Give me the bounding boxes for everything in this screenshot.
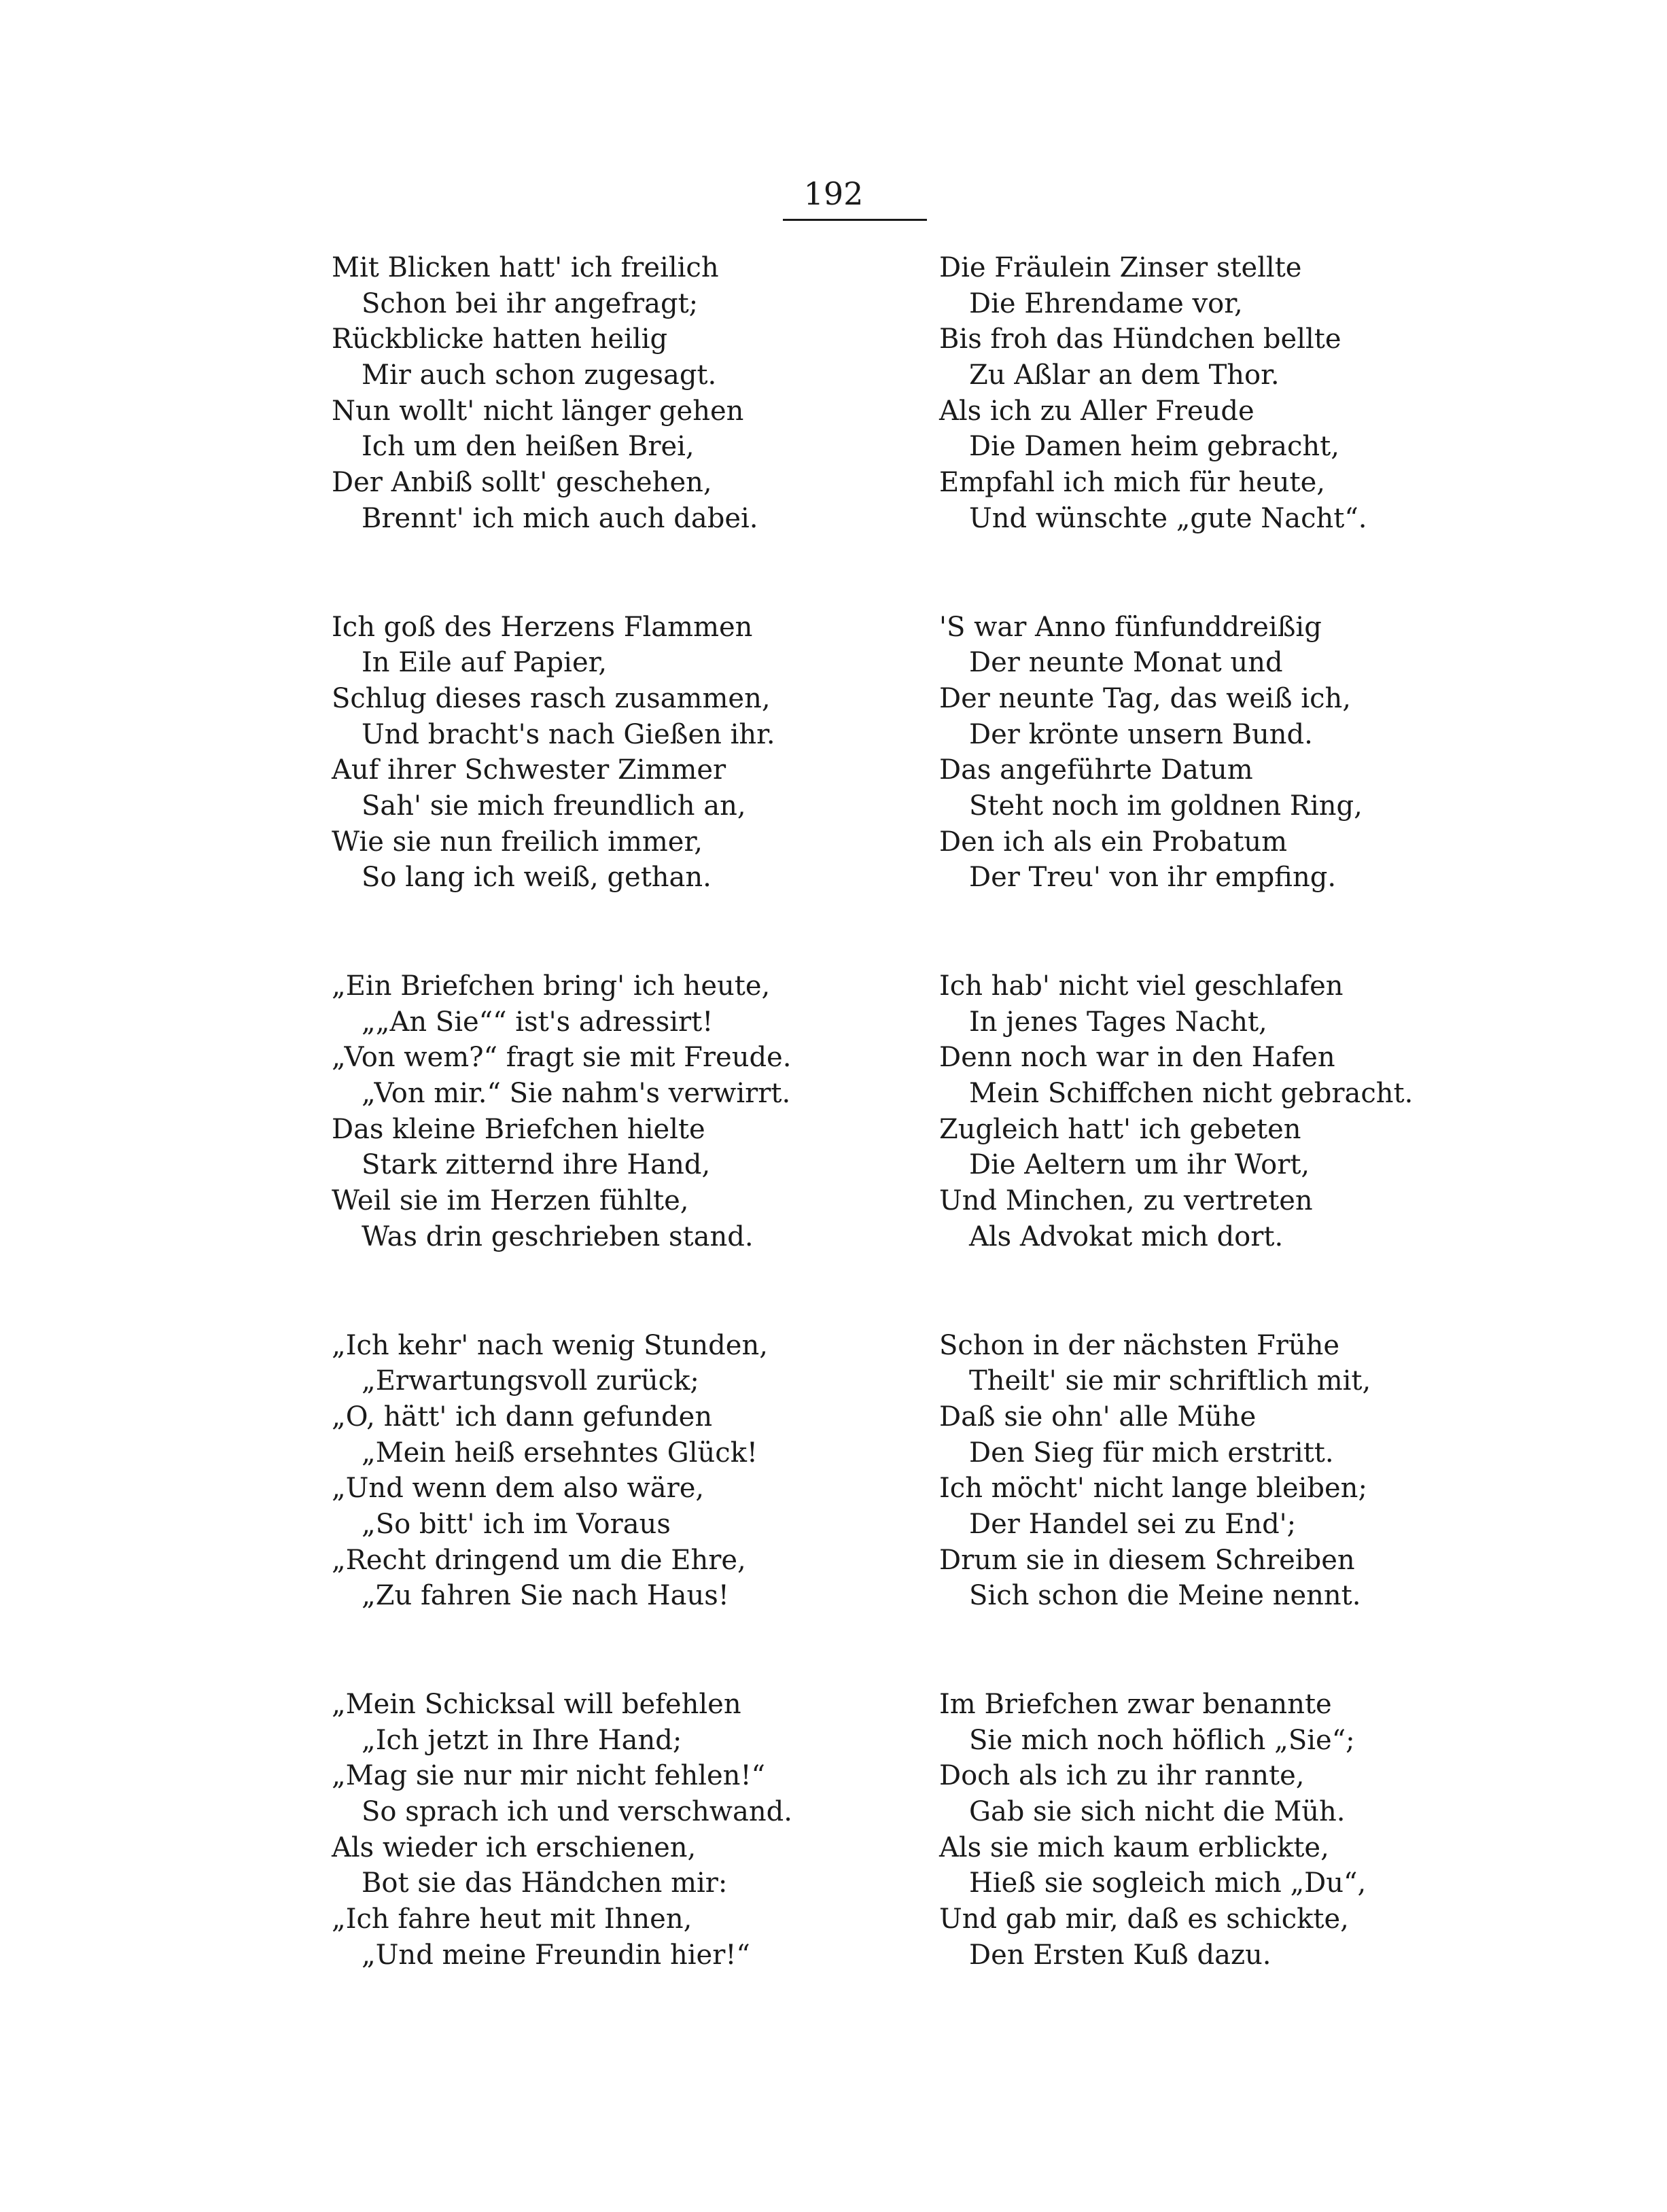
verse-line: Der Anbiß sollt' geschehen, xyxy=(332,467,712,499)
verse-line: Die Fräulein Zinser stellte xyxy=(939,252,1302,283)
verse-line: Ich möcht' nicht lange bleiben; xyxy=(939,1473,1367,1505)
verse-line: So lang ich weiß, gethan. xyxy=(362,862,712,894)
verse-line: Daß sie ohn' alle Mühe xyxy=(939,1401,1257,1433)
verse-line: „Und meine Freundin hier!“ xyxy=(362,1939,750,1971)
stanza xyxy=(939,1328,1456,1615)
verse-line: Wie sie nun freilich immer, xyxy=(332,826,703,858)
verse-line: „So bitt' ich im Voraus xyxy=(362,1508,671,1540)
page-number: 192 xyxy=(803,175,864,212)
verse-line: Was drin geschrieben stand. xyxy=(362,1221,754,1252)
verse-line: Schon in der nächsten Frühe xyxy=(939,1329,1340,1361)
page-number-rule xyxy=(783,219,927,221)
verse-line: Doch als ich zu ihr rannte, xyxy=(939,1760,1305,1792)
verse-line: „Ich fahre heut mit Ihnen, xyxy=(332,1903,692,1935)
verse-line: „Mein heiß ersehntes Glück! xyxy=(362,1437,758,1469)
verse-line: „Ein Briefchen bring' ich heute, xyxy=(332,970,771,1002)
verse-line: „Zu fahren Sie nach Haus! xyxy=(362,1580,729,1612)
verse-line: Weil sie im Herzen fühlte, xyxy=(332,1185,689,1217)
verse-line: Den Sieg für mich erstritt. xyxy=(969,1437,1334,1469)
verse-line: Der neunte Monat und xyxy=(969,647,1283,679)
verse-line: Auf ihrer Schwester Zimmer xyxy=(332,754,726,786)
verse-line: Denn noch war in den Hafen xyxy=(939,1042,1335,1074)
verse-line: 'S war Anno fünfunddreißig xyxy=(939,611,1322,643)
verse-line: Und Minchen, zu vertreten xyxy=(939,1185,1313,1217)
verse-line: Empfahl ich mich für heute, xyxy=(939,467,1325,499)
right-column xyxy=(939,250,1456,2046)
verse-line: So sprach ich und verschwand. xyxy=(362,1796,792,1828)
verse-line: Das angeführte Datum xyxy=(939,754,1253,786)
verse-line: Und gab mir, daß es schickte, xyxy=(939,1903,1349,1935)
stanza xyxy=(939,1687,1456,1973)
verse-line: Sie mich noch höflich „Sie“; xyxy=(969,1724,1355,1756)
verse-line: „Ich kehr' nach wenig Stunden, xyxy=(332,1329,768,1361)
verse-line: „Von wem?“ fragt sie mit Freude. xyxy=(332,1042,792,1074)
verse-line: Als wieder ich erschienen, xyxy=(332,1831,697,1863)
verse-line: Die Aeltern um ihr Wort, xyxy=(969,1149,1310,1181)
verse-line: Zugleich hatt' ich gebeten xyxy=(939,1113,1301,1145)
verse-line: Drum sie in diesem Schreiben xyxy=(939,1544,1355,1576)
stanza xyxy=(939,968,1456,1255)
verse-line: Zu Aßlar an dem Thor. xyxy=(969,359,1280,391)
verse-line: Sah' sie mich freundlich an, xyxy=(362,790,746,822)
verse-line: Nun wollt' nicht länger gehen xyxy=(332,395,744,427)
verse-line: Brennt' ich mich auch dabei. xyxy=(362,502,758,534)
stanza xyxy=(939,610,1456,896)
verse-line: Ich hab' nicht viel geschlafen xyxy=(939,970,1344,1002)
verse-line: „O, hätt' ich dann gefunden xyxy=(332,1401,713,1433)
verse-line: „Mein Schicksal will befehlen xyxy=(332,1689,741,1720)
verse-line: In jenes Tages Nacht, xyxy=(969,1006,1267,1038)
verse-line: Ich goß des Herzens Flammen xyxy=(332,611,753,643)
verse-line: Der Treu' von ihr empfing. xyxy=(969,862,1337,894)
verse-line: Ich um den heißen Brei, xyxy=(362,431,695,463)
verse-line: Die Ehrendame vor, xyxy=(969,287,1243,319)
verse-line: Als sie mich kaum erblickte, xyxy=(939,1831,1329,1863)
verse-line: Stark zitternd ihre Hand, xyxy=(362,1149,711,1181)
verse-line: In Eile auf Papier, xyxy=(362,647,608,679)
verse-line: Der Handel sei zu End'; xyxy=(969,1508,1297,1540)
verse-line: Schon bei ihr angefragt; xyxy=(362,287,699,319)
verse-line: Und bracht's nach Gießen ihr. xyxy=(362,718,775,750)
verse-line: Den Ersten Kuß dazu. xyxy=(969,1939,1271,1971)
verse-line: Das kleine Briefchen hielte xyxy=(332,1113,705,1145)
verse-line: Bis froh das Hündchen bellte xyxy=(939,323,1341,355)
verse-line: Den ich als ein Probatum xyxy=(939,826,1288,858)
stanza xyxy=(939,250,1456,537)
stanza xyxy=(332,968,821,1255)
verse-line: „Mag sie nur mir nicht fehlen!“ xyxy=(332,1760,765,1792)
verse-line: Schlug dieses rasch zusammen, xyxy=(332,682,771,714)
verse-line: „Und wenn dem also wäre, xyxy=(332,1473,705,1505)
verse-line: Die Damen heim gebracht, xyxy=(969,431,1339,463)
verse-line: Der krönte unsern Bund. xyxy=(969,718,1313,750)
verse-line: Hieß sie sogleich mich „Du“, xyxy=(969,1867,1367,1899)
verse-line: Mein Schiffchen nicht gebracht. xyxy=(969,1078,1414,1110)
verse-line: Steht noch im goldnen Ring, xyxy=(969,790,1363,822)
verse-line: Im Briefchen zwar benannte xyxy=(939,1689,1332,1720)
verse-line: Bot sie das Händchen mir: xyxy=(362,1867,728,1899)
verse-line: „Erwartungsvoll zurück; xyxy=(362,1365,699,1397)
verse-line: Als Advokat mich dort. xyxy=(969,1221,1284,1252)
verse-line: „„An Sie““ ist's adressirt! xyxy=(362,1006,714,1038)
verse-line: „Recht dringend um die Ehre, xyxy=(332,1544,746,1576)
left-column xyxy=(332,250,821,2046)
verse-line: „Ich jetzt in Ihre Hand; xyxy=(362,1724,682,1756)
verse-line: Als ich zu Aller Freude xyxy=(939,395,1254,427)
verse-line: Mit Blicken hatt' ich freilich xyxy=(332,252,719,283)
verse-line: „Von mir.“ Sie nahm's verwirrt. xyxy=(362,1078,791,1110)
stanza xyxy=(332,250,821,537)
verse-line: Der neunte Tag, das weiß ich, xyxy=(939,682,1351,714)
stanza xyxy=(332,1328,821,1615)
verse-line: Theilt' sie mir schriftlich mit, xyxy=(969,1365,1371,1397)
verse-line: Sich schon die Meine nennt. xyxy=(969,1580,1361,1612)
verse-line: Gab sie sich nicht die Müh. xyxy=(969,1796,1346,1828)
verse-line: Rückblicke hatten heilig xyxy=(332,323,668,355)
verse-line: Und wünschte „gute Nacht“. xyxy=(969,502,1367,534)
stanza xyxy=(332,1687,821,1973)
verse-line: Mir auch schon zugesagt. xyxy=(362,359,717,391)
stanza xyxy=(332,610,821,896)
